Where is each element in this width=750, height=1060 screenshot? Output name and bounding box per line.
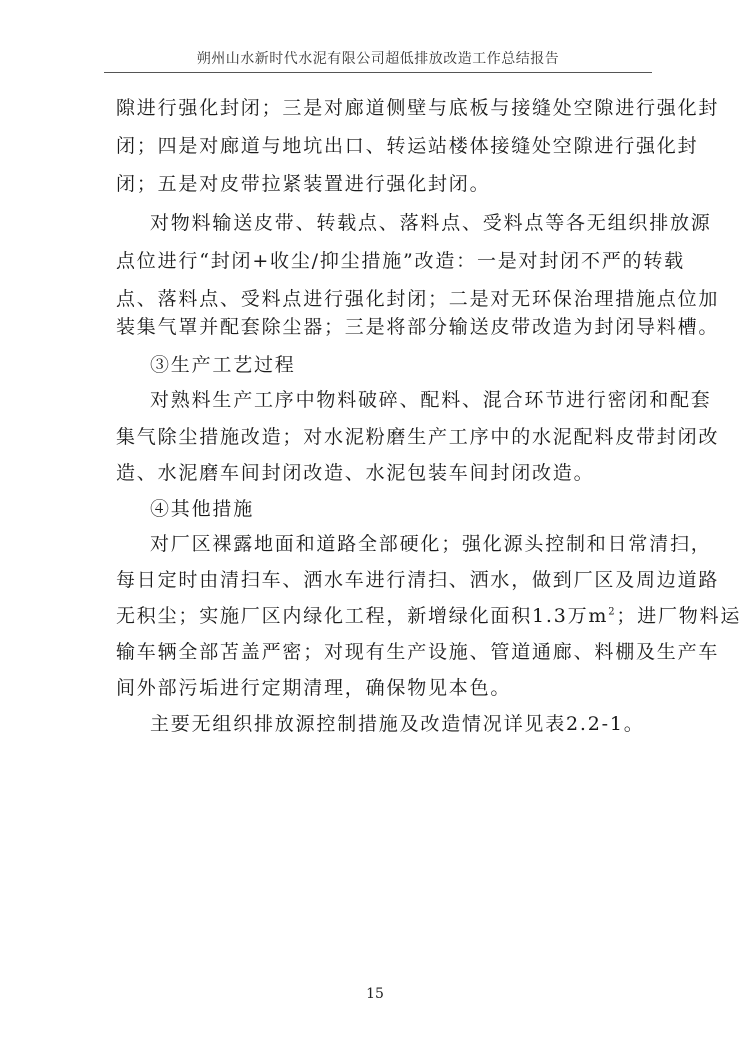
page-number: 15 — [366, 986, 384, 1002]
body-line-2: 闭；四是对廊道与地坑出口、转运站楼体接缝处空隙进行强化封 — [116, 135, 699, 157]
body-line-15-text: 无积尘；实施厂区内绿化工程，新增绿化面积1.3万m — [116, 605, 609, 627]
section-heading-production: ③生产工艺过程 — [150, 354, 296, 376]
body-line-17: 间外部污垢进行定期清理，确保物见本色。 — [116, 677, 512, 699]
body-line-18: 主要无组织排放源控制措施及改造情况详见表2.2-1。 — [150, 713, 645, 735]
body-line-11: 造、水泥磨车间封闭改造、水泥包装车间封闭改造。 — [116, 462, 595, 484]
section-heading-other: ④其他措施 — [150, 498, 255, 520]
body-line-7: 装集气罩并配套除尘器；三是将部分输送皮带改造为封闭导料槽。 — [116, 316, 720, 338]
body-line-9: 对熟料生产工序中物料破碎、配料、混合环节进行密闭和配套 — [150, 389, 712, 411]
body-line-13: 对厂区裸露地面和道路全部硬化；强化源头控制和日常清扫， — [150, 533, 712, 555]
body-line-15-tail: ；进厂物料运 — [616, 605, 742, 627]
body-line-5: 点位进行“封闭+收尘/抑尘措施”改造：一是对封闭不严的转载 — [116, 250, 685, 272]
header-divider — [104, 72, 652, 73]
body-line-14: 每日定时由清扫车、洒水车进行清扫、洒水，做到厂区及周边道路 — [116, 569, 720, 591]
header-title: 朔州山水新时代水泥有限公司超低排放改造工作总结报告 — [196, 51, 560, 67]
area-unit-superscript: 2 — [608, 606, 617, 618]
body-line-4: 对物料输送皮带、转载点、落料点、受料点等各无组织排放源 — [150, 212, 712, 234]
body-line-6: 点、落料点、受料点进行强化封闭；二是对无环保治理措施点位加 — [116, 288, 720, 310]
body-line-16: 输车辆全部苫盖严密；对现有生产设施、管道通廊、料棚及生产车 — [116, 641, 720, 663]
body-line-3: 闭；五是对皮带拉紧装置进行强化封闭。 — [116, 173, 491, 195]
body-line-10: 集气除尘措施改造；对水泥粉磨生产工序中的水泥配料皮带封闭改 — [116, 426, 720, 448]
body-line-1: 隙进行强化封闭；三是对廊道侧壁与底板与接缝处空隙进行强化封 — [116, 97, 720, 119]
body-line-15 — [116, 604, 741, 628]
